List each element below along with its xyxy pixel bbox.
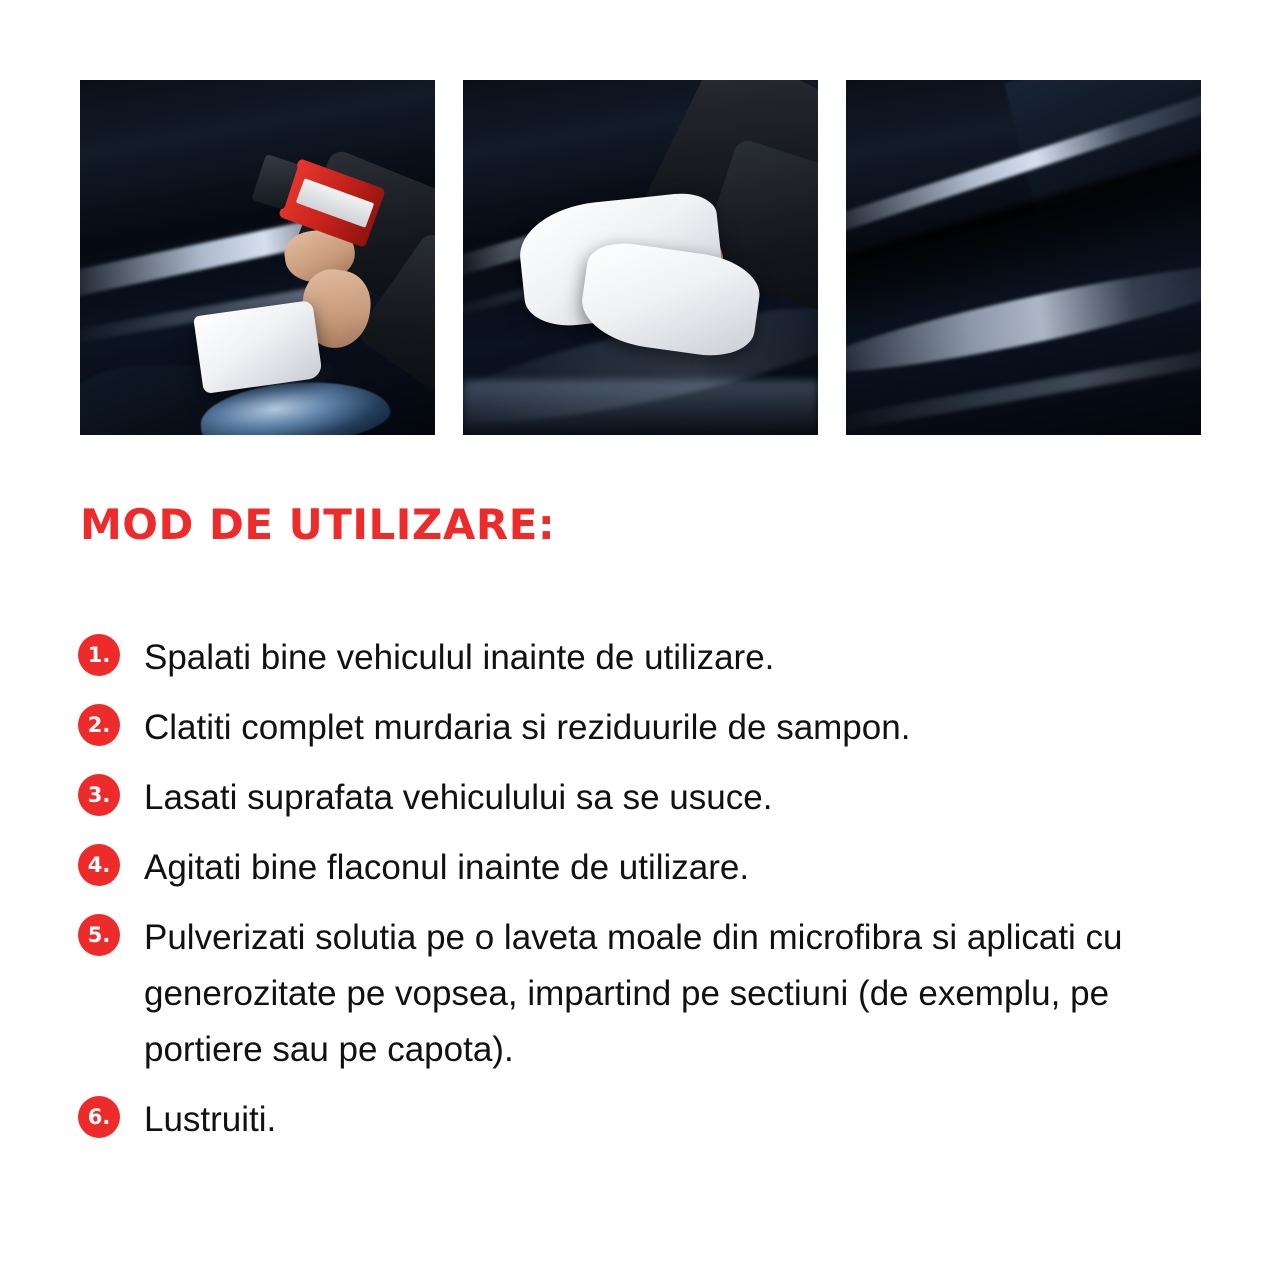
photo-spraying-product-onto-cloth [80, 80, 435, 435]
step-number-badge: 6. [78, 1096, 120, 1138]
step-text: Lustruiti. [144, 1100, 277, 1139]
photo-finished-glossy-paint [846, 80, 1201, 435]
step-text: Agitati bine flaconul inainte de utilizare. [144, 848, 750, 887]
step-text: Pulverizati solutia pe o laveta moale din microfibra si aplicati cu generozitate pe vopsea, impartind pe sectiuni (de exemplu, pe portiere sau pe capota). [144, 918, 1123, 1069]
step-number-badge: 4. [78, 844, 120, 886]
step-text: Lasati suprafata vehiculului sa se usuce. [144, 778, 773, 817]
page-title: MOD DE UTILIZARE: [80, 500, 556, 549]
image-strip [80, 80, 1200, 435]
photo-wiping-car-with-cloth [463, 80, 818, 435]
step-number-badge: 2. [78, 704, 120, 746]
step-text: Clatiti complet murdaria si reziduurile de sampon. [144, 708, 911, 747]
list-item [78, 1092, 1208, 1148]
list-item [78, 770, 1208, 826]
step-number-badge: 3. [78, 774, 120, 816]
list-item [78, 630, 1208, 686]
step-text: Spalati bine vehiculul inainte de utilizare. [144, 638, 775, 677]
step-number-badge: 5. [78, 914, 120, 956]
step-number-badge: 1. [78, 634, 120, 676]
paint-reflection [463, 380, 818, 435]
microfiber-cloth [193, 300, 323, 394]
list-item [78, 840, 1208, 896]
list-item [78, 910, 1208, 1078]
instructions-list [78, 630, 1208, 1162]
list-item [78, 700, 1208, 756]
